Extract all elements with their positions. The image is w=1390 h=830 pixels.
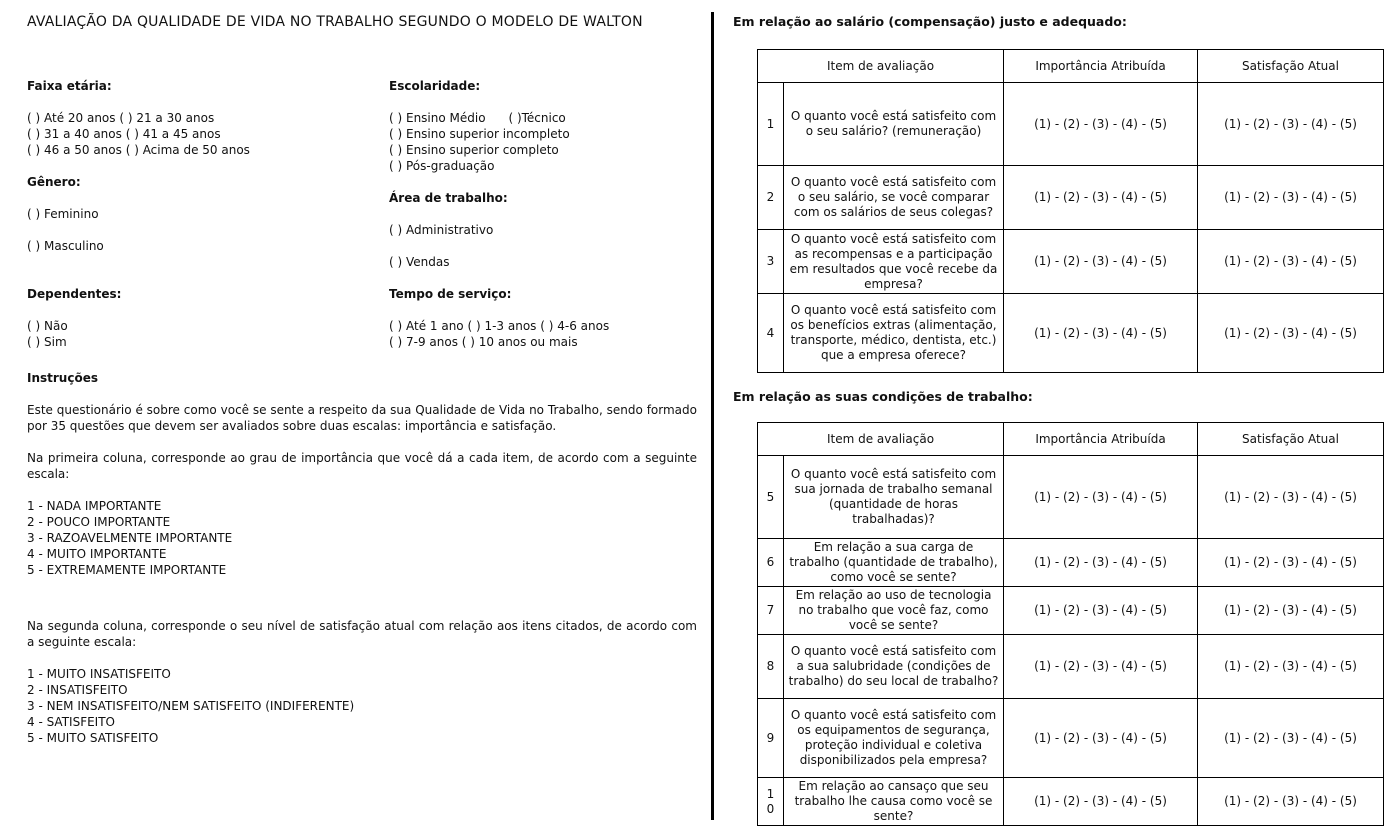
satisfaction-scale[interactable]: (1) - (2) - (3) - (4) - (5) (1198, 587, 1384, 635)
importance-scale[interactable]: (1) - (2) - (3) - (4) - (5) (1004, 83, 1198, 166)
service-time-option-line[interactable]: ( ) Até 1 ano ( ) 1-3 anos ( ) 4-6 anos (389, 319, 610, 333)
profile-column-right (389, 78, 689, 350)
item-question: O quanto você está satisfeito com o seu salário? (remuneração) (784, 83, 1004, 166)
gender-option-male[interactable]: ( ) Masculino (27, 239, 104, 253)
importance-scale[interactable]: (1) - (2) - (3) - (4) - (5) (1004, 294, 1198, 373)
table-row (758, 699, 1384, 778)
importance-scale[interactable]: (1) - (2) - (3) - (4) - (5) (1004, 699, 1198, 778)
satisfaction-scale[interactable]: (1) - (2) - (3) - (4) - (5) (1198, 699, 1384, 778)
page-divider (711, 12, 714, 820)
satisfaction-scale[interactable]: (1) - (2) - (3) - (4) - (5) (1198, 539, 1384, 587)
table-row (758, 83, 1384, 166)
importance-scale[interactable]: (1) - (2) - (3) - (4) - (5) (1004, 539, 1198, 587)
importance-scale[interactable]: (1) - (2) - (3) - (4) - (5) (1004, 635, 1198, 699)
salary-table (757, 49, 1384, 373)
instructions-label: Instruções (27, 371, 98, 385)
item-column-header: Item de avaliação (758, 50, 1004, 83)
item-number: 8 (758, 635, 784, 699)
age-option-line[interactable]: ( ) 31 a 40 anos ( ) 41 a 45 anos (27, 127, 221, 141)
instructions-paragraph: Este questionário é sobre como você se sente a respeito da sua Qualidade de Vida no Trabalho, sendo formado por 35 questões que devem ser avaliados sobre duas escalas: importância e satisfação. (27, 403, 697, 433)
item-question: Em relação ao uso de tecnologia no trabalho que você faz, como você se sente? (784, 587, 1004, 635)
importance-scale-item: 1 - NADA IMPORTANTE (27, 499, 162, 513)
importance-scale[interactable]: (1) - (2) - (3) - (4) - (5) (1004, 166, 1198, 230)
profile-column-left (27, 78, 377, 350)
education-option-line[interactable]: ( ) Pós-graduação (389, 159, 495, 173)
item-question: Em relação ao cansaço que seu trabalho lhe causa como você se sente? (784, 778, 1004, 826)
importance-scale-item: 5 - EXTREMAMENTE IMPORTANTE (27, 563, 227, 577)
table-header-row (758, 50, 1384, 83)
importance-scale[interactable]: (1) - (2) - (3) - (4) - (5) (1004, 230, 1198, 294)
gender-option-female[interactable]: ( ) Feminino (27, 207, 99, 221)
age-option-line[interactable]: ( ) 46 a 50 anos ( ) Acima de 50 anos (27, 143, 250, 157)
item-column-header: Item de avaliação (758, 423, 1004, 456)
age-range-label: Faixa etária: (27, 79, 112, 93)
satisfaction-paragraph: Na segunda coluna, corresponde o seu nível de satisfação atual com relação aos itens citados, de acordo com a seguinte escala: (27, 619, 697, 649)
salary-section-title: Em relação ao salário (compensação) justo e adequado: (733, 14, 1127, 29)
item-number: 1 (758, 83, 784, 166)
item-number: 9 (758, 699, 784, 778)
satisfaction-column-header: Satisfação Atual (1198, 50, 1384, 83)
service-time-label: Tempo de serviço: (389, 287, 512, 301)
satisfaction-scale[interactable]: (1) - (2) - (3) - (4) - (5) (1198, 230, 1384, 294)
age-option-line[interactable]: ( ) Até 20 anos ( ) 21 a 30 anos (27, 111, 215, 125)
importance-scale[interactable]: (1) - (2) - (3) - (4) - (5) (1004, 587, 1198, 635)
item-number: 10 (758, 778, 784, 826)
table-header-row (758, 423, 1384, 456)
satisfaction-scale[interactable]: (1) - (2) - (3) - (4) - (5) (1198, 635, 1384, 699)
importance-column-header: Importância Atribuída (1004, 50, 1198, 83)
education-option-line[interactable]: ( ) Ensino superior completo (389, 143, 559, 157)
right-page (733, 0, 1383, 830)
item-question: O quanto você está satisfeito com os equipamentos de segurança, proteção individual e coletiva disponibilizados pela empresa? (784, 699, 1004, 778)
table-row (758, 456, 1384, 539)
satisfaction-scale-item: 2 - INSATISFEITO (27, 683, 128, 697)
table-row (758, 166, 1384, 230)
table-row (758, 230, 1384, 294)
importance-scale-item: 4 - MUITO IMPORTANTE (27, 547, 167, 561)
item-question: O quanto você está satisfeito com a sua salubridade (condições de trabalho) do seu local de trabalho? (784, 635, 1004, 699)
importance-scale[interactable]: (1) - (2) - (3) - (4) - (5) (1004, 456, 1198, 539)
satisfaction-scale-item: 4 - SATISFEITO (27, 715, 115, 729)
table-row (758, 294, 1384, 373)
table-row (758, 635, 1384, 699)
satisfaction-scale[interactable]: (1) - (2) - (3) - (4) - (5) (1198, 166, 1384, 230)
dependents-option-yes[interactable]: ( ) Sim (27, 335, 67, 349)
dependents-option-no[interactable]: ( ) Não (27, 319, 68, 333)
importance-scale-item: 2 - POUCO IMPORTANTE (27, 515, 171, 529)
satisfaction-scale[interactable]: (1) - (2) - (3) - (4) - (5) (1198, 294, 1384, 373)
item-question: O quanto você está satisfeito com sua jornada de trabalho semanal (quantidade de horas trabalhadas)? (784, 456, 1004, 539)
work-area-option-sales[interactable]: ( ) Vendas (389, 255, 450, 269)
service-time-option-line[interactable]: ( ) 7-9 anos ( ) 10 anos ou mais (389, 335, 578, 349)
page-title: AVALIAÇÃO DA QUALIDADE DE VIDA NO TRABALHO SEGUNDO O MODELO DE WALTON (27, 14, 643, 30)
item-number: 3 (758, 230, 784, 294)
education-option-line[interactable]: ( ) Ensino Médio ( )Técnico (389, 111, 566, 125)
dependents-label: Dependentes: (27, 287, 122, 301)
table-row (758, 587, 1384, 635)
satisfaction-scale-item: 3 - NEM INSATISFEITO/NEM SATISFEITO (INDIFERENTE) (27, 699, 355, 713)
conditions-table (757, 422, 1384, 826)
education-label: Escolaridade: (389, 79, 481, 93)
conditions-section-title: Em relação as suas condições de trabalho: (733, 389, 1033, 404)
satisfaction-scale[interactable]: (1) - (2) - (3) - (4) - (5) (1198, 456, 1384, 539)
item-question: O quanto você está satisfeito com os benefícios extras (alimentação, transporte, médico, dentista, etc.) que a empresa oferece? (784, 294, 1004, 373)
table-row (758, 539, 1384, 587)
item-number: 4 (758, 294, 784, 373)
work-area-label: Área de trabalho: (389, 191, 508, 205)
item-question: O quanto você está satisfeito com as recompensas e a participação em resultados que você recebe da empresa? (784, 230, 1004, 294)
left-page (27, 0, 697, 830)
item-question: O quanto você está satisfeito com o seu salário, se você comparar com os salários de seus colegas? (784, 166, 1004, 230)
item-question: Em relação a sua carga de trabalho (quantidade de trabalho), como você se sente? (784, 539, 1004, 587)
importance-column-header: Importância Atribuída (1004, 423, 1198, 456)
work-area-option-admin[interactable]: ( ) Administrativo (389, 223, 494, 237)
gender-label: Gênero: (27, 175, 81, 189)
satisfaction-column-header: Satisfação Atual (1198, 423, 1384, 456)
importance-scale-item: 3 - RAZOAVELMENTE IMPORTANTE (27, 531, 233, 545)
satisfaction-scale[interactable]: (1) - (2) - (3) - (4) - (5) (1198, 83, 1384, 166)
satisfaction-scale-item: 5 - MUITO SATISFEITO (27, 731, 159, 745)
item-number: 7 (758, 587, 784, 635)
satisfaction-scale-item: 1 - MUITO INSATISFEITO (27, 667, 171, 681)
item-number: 6 (758, 539, 784, 587)
instructions-section (27, 370, 697, 746)
table-row (758, 778, 1384, 826)
education-option-line[interactable]: ( ) Ensino superior incompleto (389, 127, 570, 141)
satisfaction-scale[interactable]: (1) - (2) - (3) - (4) - (5) (1198, 778, 1384, 826)
importance-paragraph: Na primeira coluna, corresponde ao grau de importância que você dá a cada item, de acordo com a seguinte escala: (27, 451, 697, 481)
importance-scale[interactable]: (1) - (2) - (3) - (4) - (5) (1004, 778, 1198, 826)
item-number: 2 (758, 166, 784, 230)
item-number: 5 (758, 456, 784, 539)
